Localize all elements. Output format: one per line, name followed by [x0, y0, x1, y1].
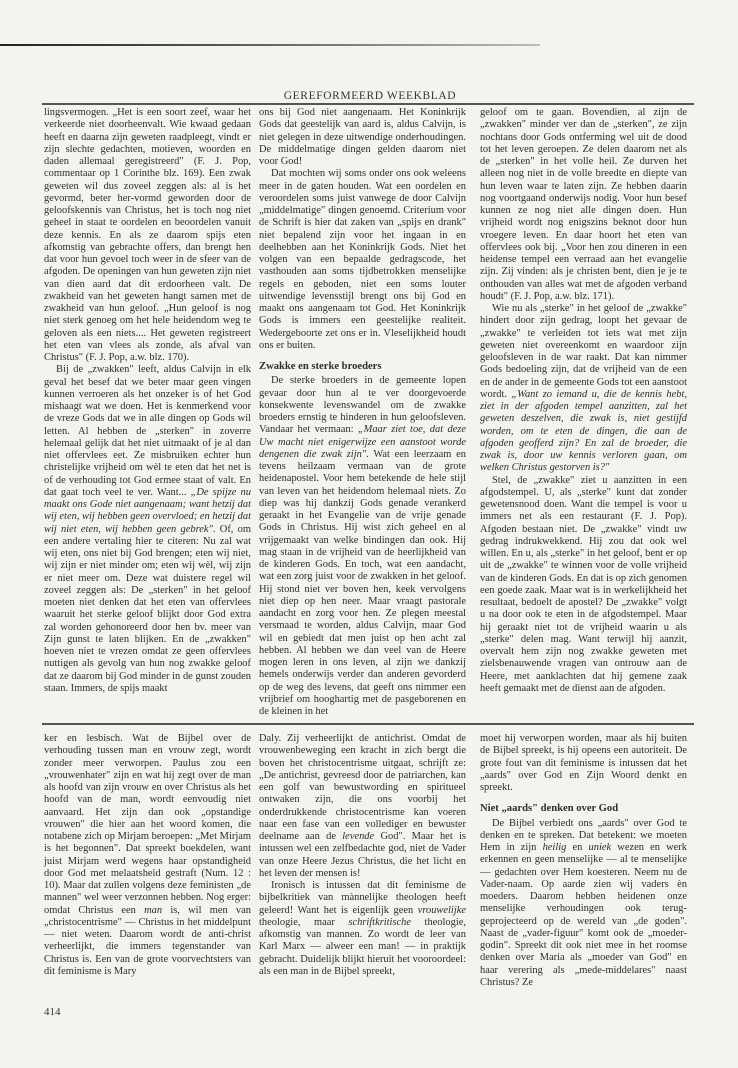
text-run: De sterke broeders in de gemeente lopen gevaar door hun al te ver doorgevoerde konsekwente levenswandel om de zwakke broeders ernstig te hinderen in hun geloofsleven. Vandaar het vermaan: [259, 375, 466, 436]
scan-edge-line [0, 44, 540, 46]
masthead: GEREFORMEERD WEEKBLAD [283, 90, 457, 102]
text-run: God". Maar het is intussen wel een zelfbedachte god, niet de Vader van onze Heere Jezus Christus, die het licht en het leven der mensen is! [259, 831, 466, 879]
column-top-middle [259, 107, 466, 721]
text-run: geloof om te gaan. Bovendien, al zijn de „zwakken" minder ver dan de „sterken", ze zijn nochtans door Gods ontferming wel uit de dood tot het leven geroepen. Ze delen daarom net als de „sterken" in het volle heil. Ze durven het alleen nog niet in de volle breedte en diepte van hun leven waar te laten zijn. Ze hebben daarin nog voortgaand onderwijs nodig. Voor hun besef kunnen ze nog niet alle dingen doen. Hun vrijheid wordt nog enigszins beknot door hun vroegere leven. En daar hoort het eten van offervlees ook bij. „Voor hen zou dineren in een heidense tempel een verraad aan het evangelie zijn. Zij vinden: als je christen bent, dien je je te onthouden van alles wat met de afgoden verband houdt" (F. J. Pop, a.w. blz. 171). [480, 107, 687, 302]
paragraph [480, 475, 687, 696]
paragraph [480, 733, 687, 794]
column-top-right [480, 107, 687, 721]
page-number: 414 [44, 1006, 61, 1018]
italic-quote: „De spijze nu maakt ons Gode niet aangenaam; want hetzij dat wij eten, wij hebben geen overvloed; en hetzij dat wij niet eten, wij hebben geen gebrek" [44, 486, 251, 535]
italic-quote: uniek [588, 842, 612, 853]
text-run: Stel, de „zwakke" ziet u aanzitten in een afgodstempel. U, als „sterke" kunt dat zonder gewetensnood doen. Want die tempel is voor u immers net als een restaurant (F. J. Pop). Afgoden bestaan niet. De „zwakke" vindt uw gedrag indrukwekkend. Hij zou dat ook wel willen. En u, als „sterke" in het geloof, bent er op uit de „zwakke" te winnen voor de volle vrijheid van de kinderen Gods. En dat is op zich genomen een goede zaak. Maar wat is in werkelijkheid het resultaat, bedoelt de apostel? De „zwakke" volgt u na door ook te eten in de afgodstempel. Maar hij geraakt niet tot de vrijheid waarin u als „sterke" delen mag. Want terwijl hij aanzit, overvalt hem zijn nog zwakke geweten met zielsbenauwende vragen van ontrouw aan de Heere, met aanklachten dat hij gemene zaak heeft gemaakt met de dienst aan de afgoden. [480, 474, 687, 694]
text-run: Wie nu als „sterke" in het geloof de „zwakke" hindert door zijn gedrag, loopt het gevaar de „zwakke" te verleiden tot iets wat met zijn geweten niet overeenkomt en waardoor zijn geloofsleven in de war raakt. Dat kan nimmer Gods bedoeling zijn, dat de vrijheid van de een en de ander in de gemeente Gods tot een aanstoot wordt. [480, 303, 687, 400]
text-run: theologie, maar [259, 916, 349, 928]
text-run: Zwakke en sterke broeders [259, 361, 382, 372]
text-run: Bij de „zwakken" leeft, aldus Calvijn in elk geval het besef dat we beter maar geen vingen kunnen verroeren als het onzeker is of het God mishaagt wat we doen. Het is kenmerkend voor de vreze Gods dat we in alle dingen op Gods wil letten. Al hebben de „sterken" in zoverre helemaal gelijk dat het niet uitmaakt of je al dan niet offervlees eet. Ze misbruiken echter hun christelijke vrijheid om wèl te eten dat het net is of de verhouding tot God ermee staat of valt. En dat gaat toch veel te ver. Want... [44, 364, 251, 498]
paragraph [480, 107, 687, 303]
paragraph [259, 880, 466, 978]
paragraph [480, 818, 687, 990]
text-run: Dat mochten wij soms onder ons ook weleens meer in de gaten houden. Wat een oordelen en veroordelen soms juist vanwege de door Calvijn „middelmatige" dingen genoemd. Criterium voor de Schrift is hier dat zaken van „spijs en drank" niet bepalend zijn voor het ingaan in en deelhebben aan het Koninkrijk Gods. Niet het volgen van een bepaalde gedragscode, het vasthouden aan soms tijdbetrokken menselijke regels en geboden, niet een soms louter uitwendige levensstijl brengt ons bij God en maakt ons aangenaam tot God. Het Koninkrijk Gods is immers een geestelijke realiteit. Wedergeboorte zet ons er in. Vleselijkheid houdt ons er buiten. [259, 168, 466, 351]
text-run: lingsvermogen. „Het is een soort zeef, waar het verkeerde niet doorheenvalt. Wie kwaad gedaan heeft en daarna zijn geweten raadpleegt, vindt er zijn slechte gedachten, motieven, woorden en daden allemaal geregistreerd" (F. J. Pop, commentaar op 1 Corinthe blz. 169). Een zwak geweten wil dus zoveel zeggen als: al is het gevormd, beter her-vormd geworden door de geloofskennis van Christus, het is toch nog niet geheel in staat te oordelen en beoordelen vanuit deze kennis. En als ze daarom spijs eten afkomstig van gebrachte offers, dan brengt hen dat voor hun gevoel toch weer in de sfeer van de afgoden. De openingen van hun geweten zijn niet van dien aard dat dit erdoorheen valt. De zwakheid van het geweten hangt samen met de zwakheid van hun geloof. „Hun geloof is nog niet sterk genoeg om het hele heidendom weg te geloven als een niets.... Het geweten registreert het eten van vlees als zonde, als afval van Christus" (F. J. Pop, a.w. blz. 170). [44, 107, 251, 363]
column-bottom-right [480, 733, 688, 988]
text-run: . Of, om een andere vertaling hier te citeren: Nu zal wat wij eten, ons niet bij God brengen; eten wij niet, wij zijn er niet minder om; eten wij wèl, wij zijn er niet meer om. Deze wat duistere regel wil zoveel zeggen als: De „sterken" in het geloof moeten niet denken dat het eten van offervlees waaruit het sterke geloof blijkt door God extra zal worden gehonoreerd door hen bv. meer van Zijn gunst te laten blijken. En de „zwakken" hoeven niet te vrezen omdat ze geen offervlees nuttigen als gevolg van hun nog zwakke geloof dat ze daarom bij God minder in de gunst zouden staan. Immers, de spijs maakt [44, 523, 251, 694]
text-run: en [566, 842, 589, 853]
italic-quote: man [144, 904, 163, 916]
text-run: ons bij God niet aangenaam. Het Koninkrijk Gods dat geestelijk van aard is, aldus Calvijn, is niet gelegen in deze uitwendige onderhoudingen. De middelmatige dingen gelden daarom niet voor God! [259, 107, 466, 167]
italic-quote: „Want zo iemand u, die de kennis hebt, ziet in der afgoden tempel aanzitten, zal het geweten deszelven, die zwak is, niet gestijfd worden, om te eten de dingen, die aan de afgoden geofferd zijn? En zal de broeder, die zwak is, door uw kennis verloren gaan, om welken Christus gestorven is?" [480, 388, 688, 474]
section-heading [480, 803, 687, 815]
column-bottom-left [44, 733, 252, 977]
section-heading [259, 361, 466, 373]
italic-quote: schriftkritische [348, 916, 412, 928]
italic-quote: vrouwelijke [417, 904, 466, 916]
paragraph [44, 364, 251, 695]
text-run: ker en lesbisch. Wat de Bijbel over de verhouding tussen man en vrouw zegt, wordt zonder meer verworpen. Paulus zou een „vrouwenhater" zijn en wat hij zegt over de man als hoofd van zijn vrouw en over Christus als het hoofd van de man, wordt eenvoudig niet aanvaard. Het zijn dan ook „opstandige vrouwen" die hier aan het woord komen, die notabene zich op Mirjam beroepen: „Met Mirjam is het begonnen". Dat spreekt boekdelen, want juist Mirjam werd wegens haar opstandigheid door God met melaatsheid gestraft (Num. 12 : 10). Maar dat zullen volgens deze feministen „de mannen" wel weer verzonnen hebben. Nog erger: omdat Christus een [44, 733, 251, 916]
italic-quote: heilig [542, 842, 567, 853]
text-run: Niet „aards" denken over God [480, 803, 619, 815]
text-run: . Wat een leerzaam en tevens heilzaam vermaan van de grote heidenapostel. Voor hem betekende de hele stijl van leven van het heidendom helemaal niets. Zo diep was hij dankzij Gods genade verankerd geraakt in het Evangelie van de vrije genade Gods in Christus. Hij wist zich geheel en al vrijgemaakt van welke bindingen dan ook. Hij mag staan in de vrijheid van de heerlijkheid van de kinderen Gods. En toch, wat een aandacht, wat een zorg juist voor de zwakken in het geloof. Hij stond niet ver boven hen, keek vervolgens niet diep op hen neer. Maar vraagt pastorale aandacht en zorg voor hen. Ze plegen meestal versmaad te worden, aldus Calvijn, maar God wil en gebiedt dat men juist op hen acht zal hebben. Al hebben we dan veel van de Heere mogen leren in ons leven, al zijn we dankzij hemels onderwijs verder dan anderen gevorderd op de weg des levens, dat geeft ons nimmer een vrijbrief om hooghartig met de pasgeborenen en de kleinen in het [259, 448, 466, 717]
column-bottom-middle [259, 733, 467, 977]
paragraph [480, 303, 687, 475]
paragraph [259, 733, 466, 880]
paragraph [259, 168, 466, 352]
paragraph [44, 107, 251, 364]
text-run: Daly. Zij verheerlijkt de antichrist. Omdat de vrouwenbeweging een kracht in zich bergt die boven het christocentrisme uitgaat, schrijft ze: „De antichrist, gevreesd door de patriarchen, kan een golf van bewustwording en spiritueel ontwaken zijn, die ons voorbij het onderdrukkende christocentrisme kan voeren naar een fase van een vollediger en bewuster deelname aan de [259, 733, 466, 842]
paragraph [44, 733, 251, 978]
column-top-left [44, 107, 251, 721]
text-run: theologie, afkomstig van mannen. Zo wordt de leer van Karl Marx — alweer een man! — in praktijk gebracht. Duidelijk blijkt hieruit het vooroordeel: als een man in de Bijbel spreekt, [259, 916, 467, 977]
italic-quote: levende [342, 831, 375, 842]
text-run: is, wil men van „christocentrisme" — Christus in het middelpunt — niet weten. Daarom wordt de anti-christ verheerlijkt, die immers tegenstander van Christus is. Een van de grote voorvechtsters van dit feminisme is Mary [44, 904, 252, 977]
paragraph [259, 375, 466, 718]
text-run: Ironisch is intussen dat dit feminisme de bijbelkritiek van mànnelijke theologen heeft geleerd! Want het is eigenlijk geen [259, 880, 466, 916]
section-rule [42, 723, 694, 725]
text-run: wezen en werk erkennen en geen menselijke — al te menselijke — gedachten over Hem koesteren. Neem nu de Vader-naam. Op aarde zien wij vaders èn moeders. Daarom hebben heidenen onze menselijke verhoudingen ook terug-geprojecteerd op de wereld van „de goden". Naast de „vader-figuur" komt ook de „moeder-godin". Spreekt dit ook niet mee in het roomse denken over Maria als „moeder van God" en haar verering als „mede-middelares" naast Christus? Ze [480, 842, 688, 988]
text-run: De Bijbel verbiedt ons „aards" over God te denken en te spreken. Dat betekent: we moeten Hem in zijn [480, 817, 687, 853]
paragraph [259, 107, 466, 168]
text-run: moet hij verworpen worden, maar als hij buiten de Bijbel spreekt, is hij opeens een autoriteit. De grote fout van dit feminisme is intussen dat het „aards" over God en Zijn Woord denkt en spreekt. [480, 733, 687, 793]
header-rule [42, 103, 694, 105]
italic-quote: „Maar ziet toe, dat deze Uw macht niet enigerwijze een aanstoot worde dengenen die zwak zijn" [259, 424, 466, 460]
